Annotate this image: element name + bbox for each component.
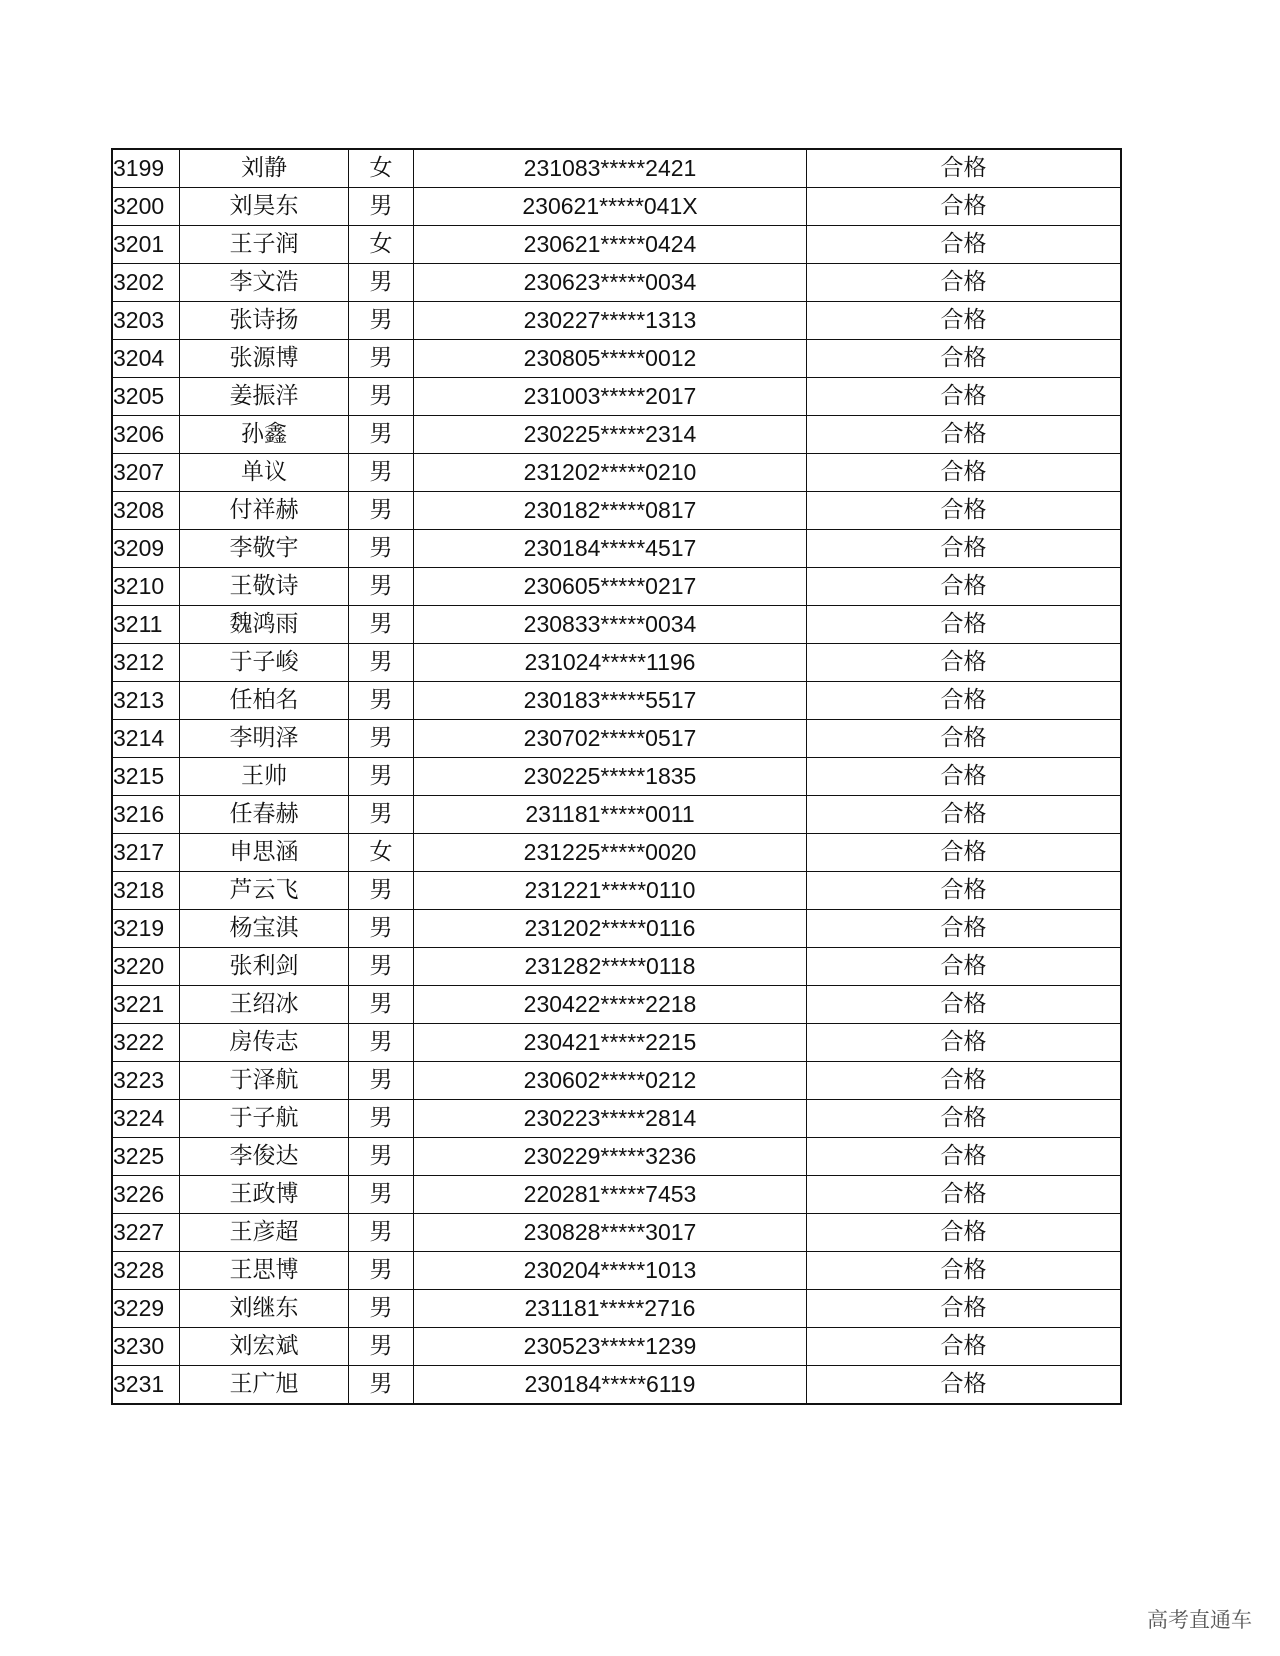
table-row <box>112 149 1121 188</box>
table-row <box>112 1328 1121 1366</box>
cell-number: 3209 <box>112 530 180 568</box>
cell-number: 3208 <box>112 492 180 530</box>
cell-name: 王思博 <box>180 1252 349 1290</box>
cell-result: 合格 <box>807 340 1122 378</box>
cell-gender: 男 <box>349 1100 414 1138</box>
cell-number: 3221 <box>112 986 180 1024</box>
cell-id-number: 230422*****2218 <box>414 986 807 1024</box>
cell-name: 王帅 <box>180 758 349 796</box>
table-row <box>112 1176 1121 1214</box>
cell-number: 3224 <box>112 1100 180 1138</box>
cell-id-number: 230183*****5517 <box>414 682 807 720</box>
cell-name: 杨宝淇 <box>180 910 349 948</box>
cell-number: 3222 <box>112 1024 180 1062</box>
cell-id-number: 230828*****3017 <box>414 1214 807 1252</box>
cell-gender: 男 <box>349 948 414 986</box>
cell-gender: 男 <box>349 796 414 834</box>
cell-result: 合格 <box>807 1366 1122 1405</box>
cell-number: 3217 <box>112 834 180 872</box>
cell-number: 3212 <box>112 644 180 682</box>
cell-number: 3205 <box>112 378 180 416</box>
cell-number: 3229 <box>112 1290 180 1328</box>
cell-result: 合格 <box>807 492 1122 530</box>
table-row <box>112 1252 1121 1290</box>
cell-gender: 男 <box>349 568 414 606</box>
cell-gender: 男 <box>349 1328 414 1366</box>
cell-name: 王子润 <box>180 226 349 264</box>
cell-name: 魏鸿雨 <box>180 606 349 644</box>
cell-name: 李敬宇 <box>180 530 349 568</box>
cell-name: 王广旭 <box>180 1366 349 1405</box>
table-row <box>112 1100 1121 1138</box>
cell-name: 姜振洋 <box>180 378 349 416</box>
cell-gender: 女 <box>349 834 414 872</box>
cell-result: 合格 <box>807 149 1122 188</box>
cell-result: 合格 <box>807 758 1122 796</box>
table-row <box>112 226 1121 264</box>
cell-name: 刘静 <box>180 149 349 188</box>
cell-number: 3204 <box>112 340 180 378</box>
cell-number: 3219 <box>112 910 180 948</box>
table-row <box>112 1024 1121 1062</box>
cell-id-number: 230227*****1313 <box>414 302 807 340</box>
cell-result: 合格 <box>807 302 1122 340</box>
cell-id-number: 230805*****0012 <box>414 340 807 378</box>
cell-gender: 男 <box>349 340 414 378</box>
cell-id-number: 230523*****1239 <box>414 1328 807 1366</box>
cell-gender: 男 <box>349 910 414 948</box>
cell-result: 合格 <box>807 1214 1122 1252</box>
cell-result: 合格 <box>807 416 1122 454</box>
table-row <box>112 302 1121 340</box>
table-row <box>112 1290 1121 1328</box>
cell-number: 3211 <box>112 606 180 644</box>
table-row <box>112 568 1121 606</box>
cell-gender: 男 <box>349 378 414 416</box>
table-row <box>112 720 1121 758</box>
table-row <box>112 492 1121 530</box>
cell-id-number: 230204*****1013 <box>414 1252 807 1290</box>
cell-gender: 男 <box>349 264 414 302</box>
cell-result: 合格 <box>807 720 1122 758</box>
cell-name: 李俊达 <box>180 1138 349 1176</box>
cell-gender: 男 <box>349 454 414 492</box>
table-row <box>112 530 1121 568</box>
cell-name: 王彦超 <box>180 1214 349 1252</box>
table-row <box>112 454 1121 492</box>
cell-id-number: 230229*****3236 <box>414 1138 807 1176</box>
cell-number: 3207 <box>112 454 180 492</box>
cell-number: 3202 <box>112 264 180 302</box>
cell-gender: 男 <box>349 1062 414 1100</box>
cell-name: 任春赫 <box>180 796 349 834</box>
cell-gender: 男 <box>349 606 414 644</box>
table-row <box>112 1062 1121 1100</box>
cell-gender: 男 <box>349 1290 414 1328</box>
cell-gender: 女 <box>349 149 414 188</box>
cell-gender: 男 <box>349 416 414 454</box>
cell-gender: 男 <box>349 1176 414 1214</box>
table-row <box>112 910 1121 948</box>
table-row <box>112 264 1121 302</box>
table-row <box>112 758 1121 796</box>
cell-id-number: 230225*****1835 <box>414 758 807 796</box>
table-row <box>112 796 1121 834</box>
cell-result: 合格 <box>807 1100 1122 1138</box>
cell-gender: 男 <box>349 1024 414 1062</box>
table-row <box>112 340 1121 378</box>
cell-id-number: 231083*****2421 <box>414 149 807 188</box>
table-row <box>112 682 1121 720</box>
cell-result: 合格 <box>807 454 1122 492</box>
cell-result: 合格 <box>807 226 1122 264</box>
cell-name: 王敬诗 <box>180 568 349 606</box>
cell-number: 3200 <box>112 188 180 226</box>
cell-number: 3228 <box>112 1252 180 1290</box>
cell-number: 3227 <box>112 1214 180 1252</box>
cell-name: 房传志 <box>180 1024 349 1062</box>
cell-name: 王绍冰 <box>180 986 349 1024</box>
cell-id-number: 230833*****0034 <box>414 606 807 644</box>
table-row <box>112 948 1121 986</box>
cell-name: 于子峻 <box>180 644 349 682</box>
cell-number: 3206 <box>112 416 180 454</box>
cell-id-number: 230702*****0517 <box>414 720 807 758</box>
cell-id-number: 230421*****2215 <box>414 1024 807 1062</box>
cell-name: 李明泽 <box>180 720 349 758</box>
cell-number: 3214 <box>112 720 180 758</box>
cell-number: 3201 <box>112 226 180 264</box>
cell-id-number: 230225*****2314 <box>414 416 807 454</box>
cell-id-number: 220281*****7453 <box>414 1176 807 1214</box>
cell-gender: 男 <box>349 872 414 910</box>
cell-name: 孙鑫 <box>180 416 349 454</box>
cell-gender: 男 <box>349 530 414 568</box>
cell-number: 3203 <box>112 302 180 340</box>
cell-name: 刘继东 <box>180 1290 349 1328</box>
cell-id-number: 231221*****0110 <box>414 872 807 910</box>
cell-gender: 男 <box>349 758 414 796</box>
cell-gender: 男 <box>349 1366 414 1405</box>
cell-result: 合格 <box>807 1328 1122 1366</box>
cell-result: 合格 <box>807 1138 1122 1176</box>
cell-gender: 男 <box>349 492 414 530</box>
cell-name: 单议 <box>180 454 349 492</box>
cell-number: 3231 <box>112 1366 180 1405</box>
table-row <box>112 872 1121 910</box>
cell-number: 3225 <box>112 1138 180 1176</box>
cell-number: 3215 <box>112 758 180 796</box>
cell-result: 合格 <box>807 568 1122 606</box>
cell-result: 合格 <box>807 188 1122 226</box>
cell-result: 合格 <box>807 264 1122 302</box>
cell-name: 申思涵 <box>180 834 349 872</box>
table-row <box>112 606 1121 644</box>
cell-result: 合格 <box>807 834 1122 872</box>
table-row <box>112 644 1121 682</box>
table-row <box>112 1214 1121 1252</box>
cell-id-number: 231003*****2017 <box>414 378 807 416</box>
cell-gender: 男 <box>349 986 414 1024</box>
table-row <box>112 416 1121 454</box>
cell-result: 合格 <box>807 1290 1122 1328</box>
cell-gender: 男 <box>349 682 414 720</box>
table-row <box>112 1138 1121 1176</box>
cell-result: 合格 <box>807 910 1122 948</box>
table-row <box>112 378 1121 416</box>
cell-gender: 男 <box>349 1252 414 1290</box>
cell-id-number: 230182*****0817 <box>414 492 807 530</box>
cell-number: 3223 <box>112 1062 180 1100</box>
table-row <box>112 1366 1121 1405</box>
cell-number: 3216 <box>112 796 180 834</box>
roster-table-body <box>112 149 1121 1404</box>
watermark-text: 高考直通车 <box>1147 1608 1252 1632</box>
cell-id-number: 231181*****2716 <box>414 1290 807 1328</box>
cell-result: 合格 <box>807 796 1122 834</box>
cell-name: 王政博 <box>180 1176 349 1214</box>
cell-number: 3220 <box>112 948 180 986</box>
cell-result: 合格 <box>807 682 1122 720</box>
cell-name: 付祥赫 <box>180 492 349 530</box>
cell-number: 3213 <box>112 682 180 720</box>
cell-number: 3230 <box>112 1328 180 1366</box>
cell-number: 3218 <box>112 872 180 910</box>
cell-id-number: 231202*****0116 <box>414 910 807 948</box>
cell-name: 刘昊东 <box>180 188 349 226</box>
cell-number: 3199 <box>112 149 180 188</box>
cell-id-number: 230605*****0217 <box>414 568 807 606</box>
cell-id-number: 231225*****0020 <box>414 834 807 872</box>
table-row <box>112 986 1121 1024</box>
cell-name: 芦云飞 <box>180 872 349 910</box>
cell-id-number: 231024*****1196 <box>414 644 807 682</box>
cell-result: 合格 <box>807 644 1122 682</box>
cell-gender: 男 <box>349 188 414 226</box>
cell-id-number: 230621*****0424 <box>414 226 807 264</box>
cell-name: 于子航 <box>180 1100 349 1138</box>
cell-id-number: 230602*****0212 <box>414 1062 807 1100</box>
cell-gender: 男 <box>349 302 414 340</box>
cell-number: 3226 <box>112 1176 180 1214</box>
cell-gender: 男 <box>349 1214 414 1252</box>
cell-result: 合格 <box>807 1252 1122 1290</box>
cell-result: 合格 <box>807 1024 1122 1062</box>
cell-number: 3210 <box>112 568 180 606</box>
table-row <box>112 188 1121 226</box>
cell-id-number: 230623*****0034 <box>414 264 807 302</box>
cell-result: 合格 <box>807 872 1122 910</box>
cell-gender: 男 <box>349 720 414 758</box>
table-row <box>112 834 1121 872</box>
cell-result: 合格 <box>807 530 1122 568</box>
cell-name: 张利剑 <box>180 948 349 986</box>
cell-name: 张源博 <box>180 340 349 378</box>
cell-result: 合格 <box>807 378 1122 416</box>
cell-name: 于泽航 <box>180 1062 349 1100</box>
cell-result: 合格 <box>807 948 1122 986</box>
cell-id-number: 231282*****0118 <box>414 948 807 986</box>
cell-gender: 女 <box>349 226 414 264</box>
cell-result: 合格 <box>807 986 1122 1024</box>
cell-id-number: 231202*****0210 <box>414 454 807 492</box>
cell-name: 刘宏斌 <box>180 1328 349 1366</box>
cell-name: 张诗扬 <box>180 302 349 340</box>
cell-id-number: 230184*****6119 <box>414 1366 807 1405</box>
cell-id-number: 230223*****2814 <box>414 1100 807 1138</box>
cell-result: 合格 <box>807 1176 1122 1214</box>
cell-result: 合格 <box>807 1062 1122 1100</box>
cell-result: 合格 <box>807 606 1122 644</box>
cell-gender: 男 <box>349 644 414 682</box>
cell-id-number: 230184*****4517 <box>414 530 807 568</box>
roster-table <box>111 148 1122 1405</box>
cell-id-number: 231181*****0011 <box>414 796 807 834</box>
cell-gender: 男 <box>349 1138 414 1176</box>
cell-id-number: 230621*****041X <box>414 188 807 226</box>
cell-name: 任柏名 <box>180 682 349 720</box>
cell-name: 李文浩 <box>180 264 349 302</box>
